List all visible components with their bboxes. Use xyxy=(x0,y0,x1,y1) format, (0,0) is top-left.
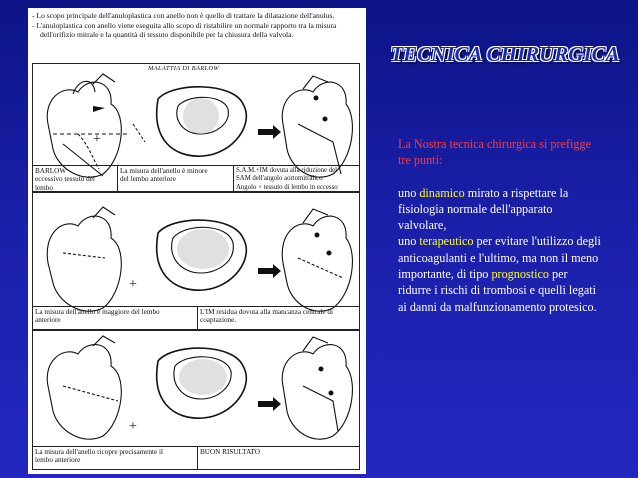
plus-sign: + xyxy=(129,419,137,434)
intro-paragraph: La Nostra tecnica chirurgica si prefigge tre punti: xyxy=(398,137,591,168)
keyword-prognostico: prognostico xyxy=(491,267,549,282)
slide-title: TECNICA CHIRURGICA xyxy=(390,42,620,66)
surgical-illustration xyxy=(28,8,366,474)
panel3-caption-right: BUON RISULTATO xyxy=(200,448,260,456)
panel1-caption-mid: La misura dell'anello è minore del lembo anteriore xyxy=(120,167,208,184)
intro-line-2: - L'anuloplastica con anello viene eseguita allo scopo di ristabilire un normale rapporto tra la misura dell'orifizio mitrale e la quantità di tessuto disponibile per la chiusura della valvola. xyxy=(32,20,337,39)
keyword-terapeutico: terapeutico xyxy=(419,234,474,249)
barlow-heading: MALATTIA DI BARLOW xyxy=(148,65,220,72)
plus-sign: + xyxy=(93,132,101,147)
panel2-caption-left: La misura dell'anello è maggiore del lembo anteriore xyxy=(35,308,160,325)
panel-oversized-ring xyxy=(32,192,360,330)
panel1-caption-right: S.A.M.+IM dovuta alla riduzione del SAM dell'angolo aortomitralico Angolo + tessuto di lembo in eccesso xyxy=(236,167,338,191)
panel-barlow xyxy=(32,63,360,192)
panel1-caption-left: BARLOW eccessivo tessuto del lembo xyxy=(35,167,95,192)
points-paragraph: uno dinamico mirato a rispettare la fisiologia normale dell'apparato valvolare, uno terapeutico per evitare l'utilizzo degli anticoagulanti e l'ultimo, ma non il meno importante, di tipo prognostico per ridurre i rischi di trombosi e quelli legati ai danni da malfunzionamento protesico. xyxy=(398,185,601,314)
panel3-caption-left: La misura dell'anello ricopre precisamente il lembo anteriore xyxy=(35,448,164,465)
plus-sign: + xyxy=(129,277,137,292)
keyword-dinamico: dinamico xyxy=(419,185,465,200)
panel2-caption-right: L'IM residua dovuta alla mancanza centrale di coaptazione. xyxy=(200,308,334,325)
panel-good-result xyxy=(32,330,360,470)
intro-line-1: - Lo scopo principale dell'anuloplastica con anello non è quello di trattare la dilatazione dell'anulus. xyxy=(32,11,335,20)
figure-intro xyxy=(32,11,362,40)
slide-body xyxy=(398,136,603,331)
